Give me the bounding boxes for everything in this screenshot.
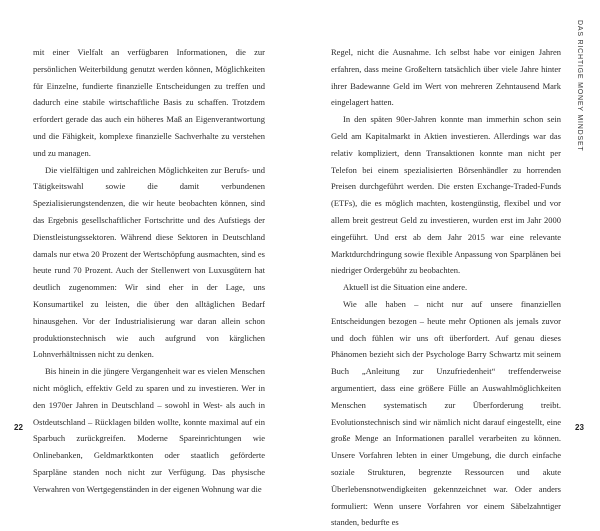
right-page-body: [331, 44, 561, 531]
running-head: DAS RICHTIGE MONEY MINDSET: [576, 20, 583, 152]
left-page-body: [33, 44, 265, 498]
left-page-number: 22: [14, 423, 23, 432]
right-page: [300, 0, 600, 528]
left-paragraph-2: Die vielfältigen und zahlreichen Möglichkeiten zur Berufs- und Tätigkeitswahl sowie die damit verbundenen Spezialisierungstendenzen, die wir heute beobachten können, sind das Ergebnis gesellschaftlicher Fortschritte und des Aufstiegs der Dienstleistungssektoren. Während diese Sektoren in Deutschland damals nur etwa 20 Prozent der Wertschöpfung ausmachten, sind es heute rund 70 Prozent. Auch der Stellenwert von Luxusgütern hat deutlich zugenommen: Wir sind eher in der Lage, uns Konsumartikel zu leisten, die über den alltäglichen Bedarf hinausgehen. Vor der Industrialisierung war daran allein schon produktionstechnisch wie auch aufgrund von kärglichen Lohnverhältnissen nicht zu denken.: [33, 164, 265, 360]
right-paragraph-1: Regel, nicht die Ausnahme. Ich selbst habe vor einigen Jahren erfahren, dass meine Großeltern tatsächlich über viele Jahre hinter ihrer Badewanne Geld im Wert von mehreren Zehntausend Mark eingelagert hatten.: [331, 47, 561, 108]
right-page-number: 23: [575, 423, 584, 432]
right-paragraph-3: Aktuell ist die Situation eine andere.: [343, 282, 468, 293]
right-paragraph-2: In den späten 90er-Jahren konnte man immerhin schon sein Geld am Kapitalmarkt in Aktien investieren. Allerdings war das relativ kompliziert, denn Transaktionen konnte man nicht per Telefon bei einem spezialisierten Börsenhändler zu horrenden Preisen durchgeführt werden. Die ersten Exchange-Traded-Funds (ETFs), die es möglich machten, kostengünstig, flexibel und vor allem breit gestreut Geld zu investieren, wurden erst im Jahr 2000 eingeführt. Und erst ab dem Jahr 2015 war eine relevante Marktdurchdringung sowie flexible Anpassung von Sparplänen bei niedriger Ordergebühr zu beobachten.: [331, 114, 561, 276]
left-paragraph-1: mit einer Vielfalt an verfügbaren Informationen, die zur persönlichen Weiterbildung genutzt werden können, Möglichkeiten für Einzelne, fundierte finanzielle Entscheidungen zu treffen und dadurch eine stabile wirtschaftliche Basis zu schaffen. Trotzdem erfordert gerade das auch ein höheres Maß an Eigenverantwortung und die Fähigkeit, komplexe finanzielle Sachverhalte zu verstehen und zu managen.: [33, 47, 265, 158]
right-paragraph-4: Wie alle haben – nicht nur auf unsere finanziellen Entscheidungen bezogen – heute mehr Optionen als jemals zuvor und doch fühlen wir uns oft überfordert. Auf genau dieses Phänomen bezieht sich der Psychologe Barry Schwartz mit seinem Buch „Anleitung zur Unzufriedenheit“ treffenderweise argumentiert, dass eine größere Fülle an Auswahlmöglichkeiten Menschen systematisch zur Überforderung treibt. Evolutionstechnisch sind wir nämlich nicht darauf eingestellt, eine große Menge an Informationen parallel verarbeiten zu können. Unsere Vorfahren lebten in einer Umgebung, die durch einfache soziale Strukturen, begrenzte Ressourcen und akute Überlebensnotwendigkeiten gekennzeichnet war. Oder anders formuliert: Wenn unsere Vorfahren vor einem Säbelzahntiger standen, bedurfte es: [331, 298, 561, 528]
left-paragraph-3: Bis hinein in die jüngere Vergangenheit war es vielen Menschen nicht möglich, effektiv Geld zu sparen und zu investieren. Wer in den 1970er Jahren in Deutschland – sowohl in West- als auch in Ostdeutschland – Rücklagen bilden wollte, konnte maximal auf ein Sparbuch zurückgreifen. Moderne Spareinrichtungen wie Onlinebanken, Geldmarktkonten oder staatlich geförderte Sparpläne standen noch nicht zur Verfügung. Das physische Verwahren von Wertgegenständen in der eigenen Wohnung war die: [33, 366, 265, 494]
left-page: [0, 0, 300, 494]
